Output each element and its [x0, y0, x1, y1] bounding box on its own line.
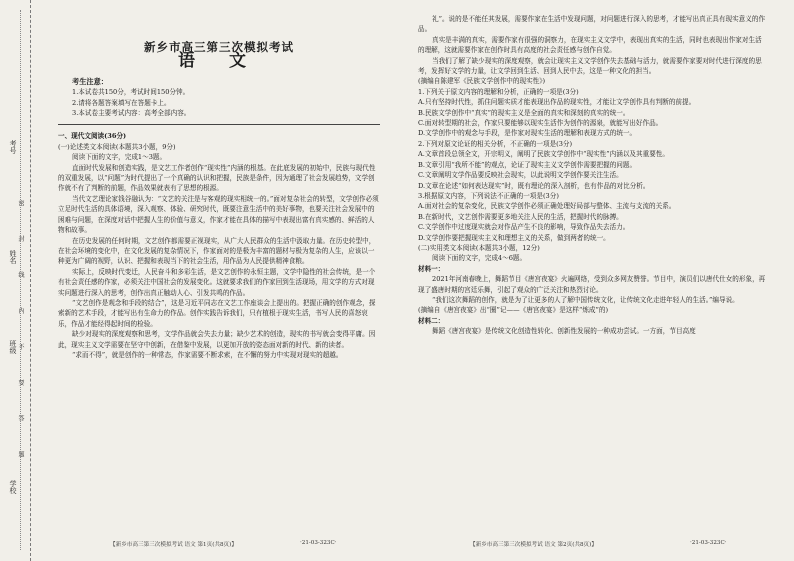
paragraph: 舞蹈《唐宫夜宴》是传统文化创造性转化、创新性发展的一种成功尝试。一方面，节目高度 — [432, 327, 696, 336]
binding-margin — [0, 0, 31, 561]
paragraph: A.文章首段总领全文，开宗明义，阐明了民族文学创作中“现实性”内涵以及其重要性。 — [418, 150, 669, 159]
paragraph: “求而不得”，就是创作的一种常态，作家需要不断求索，在不懈的努力中实现对现实的超越。 — [72, 350, 343, 359]
paragraph: (摘编自《唐宫夜宴》出“圈”记——《唐宫夜宴》是这样“炼成”的) — [418, 306, 609, 315]
notice-divider — [58, 124, 380, 125]
paragraph: “我们这次舞蹈的创作，就是为了让更多的人了解中国传统文化，让传统文化走进年轻人的生活。”编导说。 — [432, 295, 739, 304]
seal-line-text: 密 封 线 内 不 要 答 题 — [17, 200, 24, 472]
notice-item: 3.本试卷主要考试内容：高考全部内容。 — [72, 109, 191, 118]
paragraph: B.民族文学创作中“真实”的现实主义是全面的真实和深刻的真实的统一。 — [418, 108, 630, 117]
right-page — [418, 14, 766, 337]
paragraph: 礼”。说的是不能任其发展，需要作家在生活中发现问题，对问题进行深入的思考，才能写出真正具有现实意义的作品。 — [418, 15, 766, 34]
paragraph: 直面时代发展和创造实践，是文艺工作者创作“现实性”内涵的根基。在此底发展的初始中，民族与现代性的双重发展，以“问题”为时代提出了一个真确的认识和把握，民族是条件，因为通理了社会发展趋势，文学创作就不有了判断的前题，作品效果就表有了思想的根源。 — [58, 163, 376, 193]
notice-item: 2.请将各题答案填写在答题卡上。 — [72, 98, 171, 107]
paragraph: (二)实用类文本阅读(本题共3小题，12分) — [418, 243, 540, 252]
paragraph: 当我们了解了缺少现实的深度观察，就会让现实主义文学创作失去基础与活力，就需要作家要对时代进行深度的思考，发挥好文学的力量，让文学回到生活、回到人民中去，这是一种文化的担当。 — [418, 56, 762, 76]
subject-title: 语 文 — [178, 51, 260, 72]
paragraph: 材料一： — [418, 264, 445, 273]
paragraph: A.面对社会的复杂变化，民族文学创作必须正确处理好局部与整体、主流与支流的关系。 — [418, 202, 676, 211]
margin-label-exam-number: 考号 — [9, 140, 17, 154]
paragraph: 2021年河南春晚上，舞蹈节目《唐宫夜宴》火遍网络，受到众多网友赞誉。节目中，演员们以唐代仕女的形象，再现了盛唐时期的宫廷乐舞，引起了观众的广泛关注和热烈讨论。 — [418, 275, 766, 294]
paragraph: C.文学创作中过度现实就会对作品产生不良的影响，导致作品失去活力。 — [418, 223, 630, 232]
margin-label-name: 姓名 — [9, 250, 17, 264]
footer-left-title: 【新乡市高三第三次模拟考试 语文 第1页(共8页)】 — [110, 542, 237, 548]
paragraph: A.只有坚持时代性，抓住问题实质才能表现出作品的现实性，才能让文学创作具有判断的前提。 — [418, 98, 696, 107]
left-body-text — [58, 131, 380, 360]
paragraph: C.面对转型期的社会，作家只要能够以现实生活作为创作的源泉，就能写出好作品。 — [418, 119, 663, 128]
paragraph: D.文章在论述“如何表达现实”时，既有理论的深入剖析，也有作品的对比分析。 — [418, 181, 650, 190]
notice-item: 1.本试卷共150分，考试时间150分钟。 — [72, 88, 190, 97]
paragraph: 2.下列对原文论证的相关分析，不正确的一项是(3分) — [418, 139, 573, 148]
paragraph: 3.根据原文内容，下列说法不正确的一项是(3分) — [418, 191, 559, 200]
paragraph: 当代文艺理论家钱谷融认为：“文艺的关注是与客观的现实相统一的。”面对复杂社会的转型，文学创作必须立足时代生活的具体语境，深入观察、体验、研究时代，既要注意生活中的美好事物，也要关注社会发展中的困难与问题，在深度对话中把握人生的价值与意义，作家才能在具体的描写中表现出富有真实感的、鲜活的人物和故事。 — [58, 194, 379, 235]
notice-heading: 考生注意： — [72, 76, 108, 86]
footer-left-code: ·21-03-323C· — [300, 540, 337, 546]
right-body-text — [418, 14, 766, 337]
footer-right-code: ·21-03-323C· — [690, 540, 727, 546]
margin-label-class: 班级 — [9, 340, 17, 354]
paragraph: (一)论述类文本阅读(本题共3小题，9分) — [58, 142, 176, 151]
left-page — [58, 14, 380, 360]
paragraph: B.文章引用“我所不能”的观点，论证了现实主义文学创作需要把握的问题。 — [418, 160, 637, 169]
paragraph: 材料二： — [418, 316, 445, 325]
paragraph: C.文章阐明文学作品要反映社会现实，以此说明文学创作要关注生活。 — [418, 171, 623, 180]
paragraph: 实际上，反映时代变迁，人民奋斗和多彩生活，是文艺创作的永恒主题，文学中隐性的社会传统，是一个有社会责任感的作家，必须关注中国社会的发展变化。这就要求我们的作家回到生活现场，用文学的方式对现实问题进行深入的思考，创作出真正触动人心、引发共鸣的作品。 — [58, 267, 376, 297]
margin-label-school: 学校 — [9, 480, 17, 494]
paragraph: 真实是丰满的真实，需要作家有很强的洞察力，在现实主义文学中，表现出真实的生活，同时也表现出作家对生活的理解，这就需要作家在创作时具有高度的社会责任感与创作自觉。 — [418, 35, 762, 55]
exam-notice — [58, 77, 380, 119]
paragraph: 在历史发展的任何时期，文艺创作都需要正视现实，从广大人民群众的生活中汲取力量。在历史转型中，在社会环境的变化中，在文化发展的复杂情况下，作家面对的是极为丰富的题材与极为复杂的人生，应该以一种更为广阔的视野，认识、把握和表现当下的社会生活，用作品为人民提供精神食粮。 — [58, 236, 376, 266]
paragraph: “文艺创作是观念和手段的结合”，这是习近平同志在文艺工作座谈会上提出的。把握正确的创作观念，探索新的艺术手段，才能写出有生命力的作品。创作实践告诉我们，只有植根于现实生活，书写人民的喜怒哀乐，作品才能经得起时间的检验。 — [58, 298, 376, 328]
seal-dotted-line — [20, 10, 21, 550]
footer-right-title: 【新乡市高三第三次模拟考试 语文 第2页(共8页)】 — [470, 542, 597, 548]
paragraph: B.在新时代，文艺创作需要更多地关注人民的生活，把握时代的脉搏。 — [418, 212, 623, 221]
paragraph: 一、现代文阅读(36分) — [58, 132, 127, 141]
exam-title: 新乡市高三第三次模拟考试 — [144, 40, 294, 54]
paragraph: 阅读下面的文字，完成4～6题。 — [432, 254, 527, 263]
paragraph: D.文学创作中的观念与手段，是作家对现实生活的理解和表现方式的统一。 — [418, 129, 637, 138]
paragraph: 1.下列关于原文内容的理解和分析，正确的一项是(3分) — [418, 87, 579, 96]
paragraph: 阅读下面的文字，完成1～3题。 — [72, 153, 167, 162]
paragraph: (摘编自陈建军《民族文学创作中的现实性》) — [418, 77, 546, 86]
paragraph: D.文学创作要把握现实主义和理想主义的关系，做到两者的统一。 — [418, 233, 610, 242]
paragraph: 缺少对现实的深度观察和思考，文学作品就会失去力量；缺少艺术的创造，现实的书写就会变得平庸。因此，现实主义文学需要在坚守中创新，在借鉴中发展，以更加开放的姿态面对新的时代、新的读者。 — [58, 330, 376, 349]
